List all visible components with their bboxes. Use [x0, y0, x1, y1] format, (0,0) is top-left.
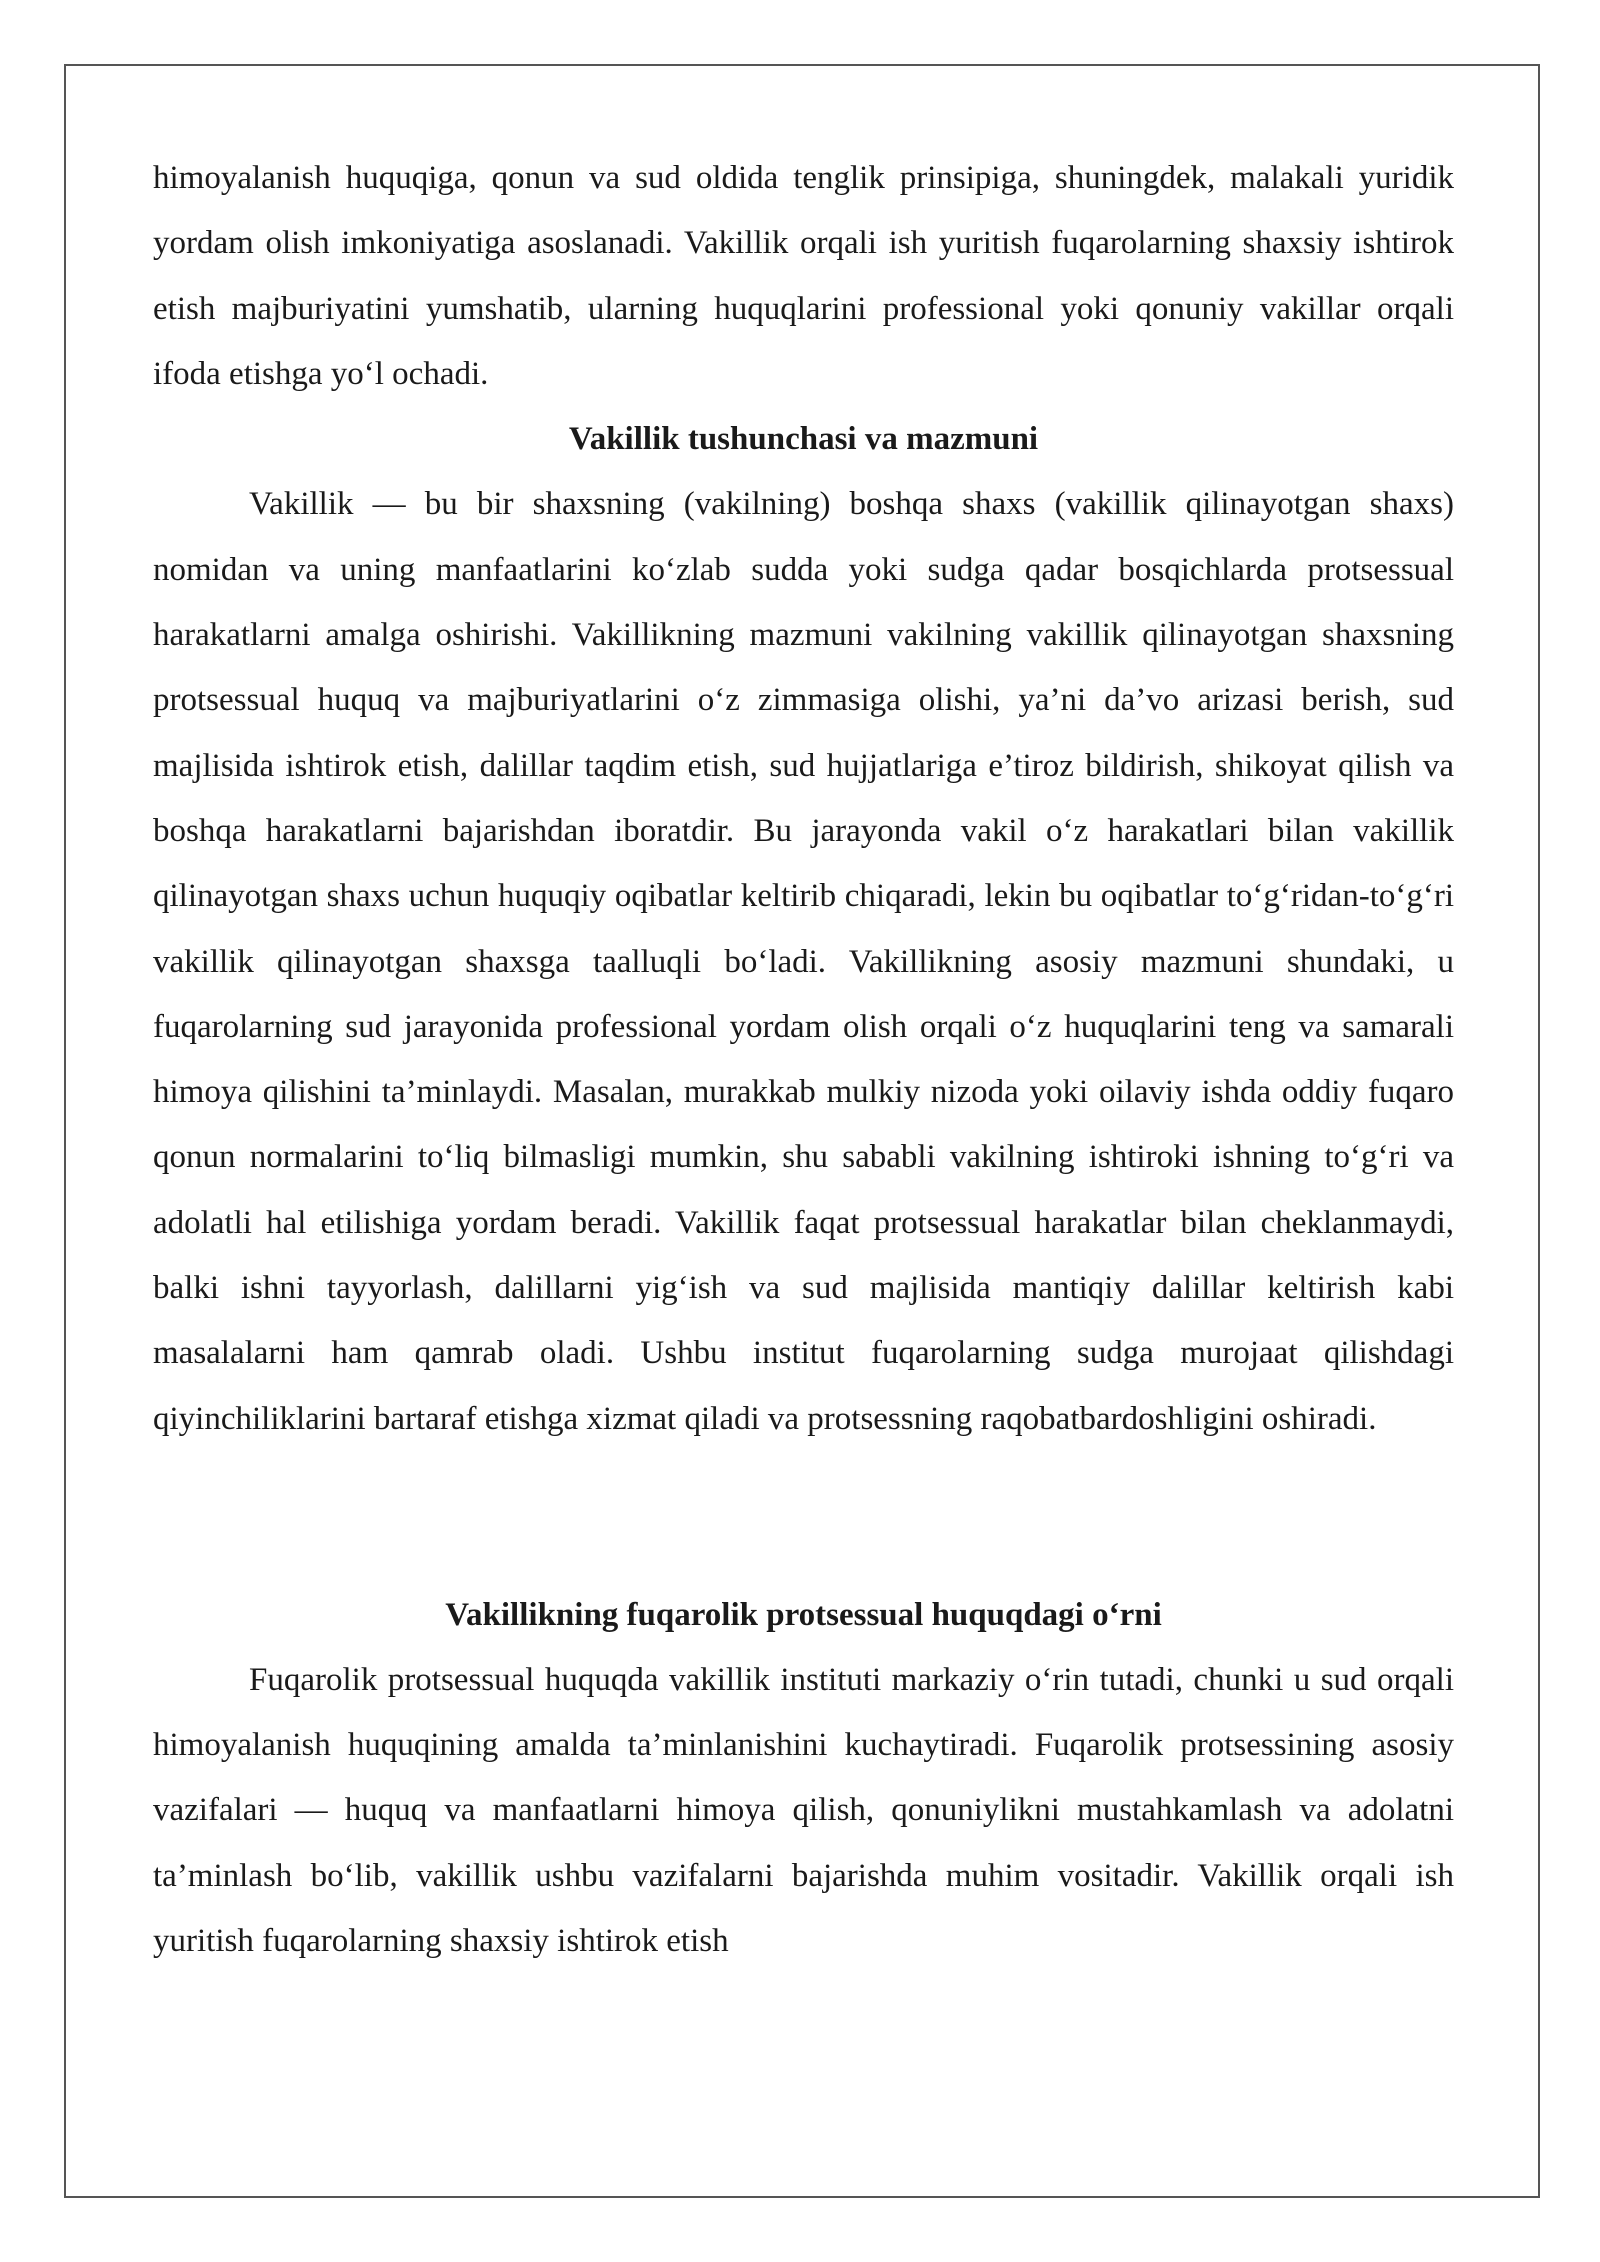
paragraph-role: Fuqarolik protsessual huquqda vakillik instituti markaziy o‘rin tutadi, chunki u sud orqali himoyalanish huquqining amalda ta’minlanishini kuchaytiradi. Fuqarolik protsessining asosiy vazifalari — huquq va manfaatlarni himoya qilish, qonuniylikni mustahkamlash va adolatni ta’minlash bo‘lib, vakillik ushbu vazifalarni bajarishda muhim vositadir. Vakillik orqali ish yuritish fuqarolarning shaxsiy ishtirok etish — [153, 1661, 1454, 1960]
paragraph-concept: Vakillik — bu bir shaxsning (vakilning) boshqa shaxs (vakillik qilinayotgan shaxs) nomidan va uning manfaatlarini ko‘zlab sudda yoki sudga qadar bosqichlarda protsessual harakatlarni amalga oshirishi. Vakillikning mazmuni vakilning vakillik qilinayotgan shaxsning protsessual huquq va majburiyatlarini o‘z zimmasiga olishi, ya’ni da’vo arizasi berish, sud majlisida ishtirok etish, dalillar taqdim etish, sud hujjatlariga e’tiroz bildirish, shikoyat qilish va boshqa harakatlarni bajarishdan iboratdir. Bu jarayonda vakil o‘z harakatlari bilan vakillik qilinayotgan shaxs uchun huquqiy oqibatlar keltirib chiqaradi, lekin bu oqibatlar to‘g‘ridan-to‘g‘ri vakillik qilinayotgan shaxsga taalluqli bo‘ladi. Vakillikning asosiy mazmuni shundaki, u fuqarolarning sud jarayonida professional yordam olish orqali o‘z huquqlarini teng va samarali himoya qilishini ta’minlaydi. Masalan, murakkab mulkiy nizoda yoki oilaviy ishda oddiy fuqaro qonun normalarini to‘liq bilmasligi mumkin, shu sababli vakilning ishtiroki ishning to‘g‘ri va adolatli hal etilishiga yordam beradi. Vakillik faqat protsessual harakatlar bilan cheklanmaydi, balki ishni tayyorlash, dalillarni yig‘ish va sud majlisida mantiqiy dalillar keltirish kabi masalalarni ham qamrab oladi. Ushbu institut fuqarolarning sudga murojaat qilishdagi qiyinchiliklarini bartaraf etishga xizmat qiladi va protsessning raqobatbardoshligini oshiradi. — [153, 486, 1454, 1437]
blank-space — [153, 1452, 1454, 1583]
document-body — [153, 146, 1454, 1974]
section-heading-concept: Vakillik tushunchasi va mazmuni — [568, 421, 1039, 458]
section-heading-role: Vakillikning fuqarolik protsessual huquqdagi o‘rni — [445, 1596, 1162, 1633]
paragraph-intro: himoyalanish huquqiga, qonun va sud oldida tenglik prinsipiga, shuningdek, malakali yuridik yordam olish imkoniyatiga asoslanadi. Vakillik orqali ish yuritish fuqarolarning shaxsiy ishtirok etish majburiyatini yumshatib, ularning huquqlarini professional yoki qonuniy vakillar orqali ifoda etishga yo‘l ochadi. — [153, 160, 1454, 392]
